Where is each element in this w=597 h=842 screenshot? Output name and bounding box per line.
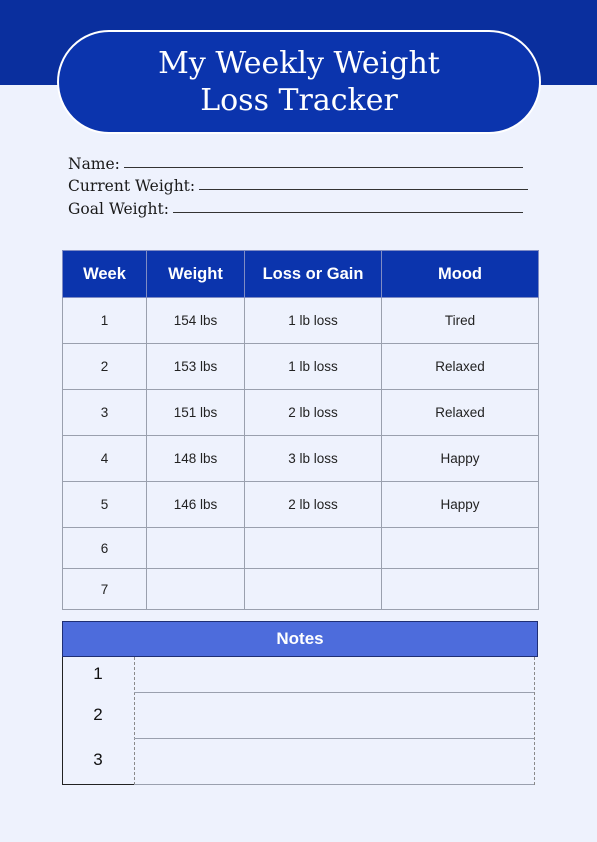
notes-line-1[interactable] [134,692,534,693]
notes-line-2[interactable] [134,738,534,739]
column-header-weight: Weight [147,251,245,298]
mood-cell[interactable]: Relaxed [382,390,539,436]
week-cell: 6 [63,528,147,569]
current-weight-field[interactable] [68,173,528,196]
goal-weight-field[interactable] [68,195,528,218]
table-header-row [63,251,539,298]
change-cell[interactable]: 1 lb loss [245,298,382,344]
weight-cell[interactable] [147,569,245,610]
change-cell[interactable]: 3 lb loss [245,436,382,482]
weight-cell[interactable]: 153 lbs [147,344,245,390]
current-weight-line[interactable] [199,189,528,190]
weight-cell[interactable]: 151 lbs [147,390,245,436]
week-cell: 4 [63,436,147,482]
info-fields [68,150,528,218]
current-weight-label: Current Weight: [68,177,196,195]
mood-cell[interactable]: Tired [382,298,539,344]
goal-weight-label: Goal Weight: [68,199,169,218]
notes-title: Notes [62,621,538,657]
column-header-mood: Mood [382,251,539,298]
name-label: Name: [68,154,120,173]
notes-body [62,657,538,785]
mood-cell[interactable]: Happy [382,436,539,482]
goal-weight-line[interactable] [173,212,523,213]
change-cell[interactable]: 2 lb loss [245,482,382,528]
table-row [63,436,539,482]
week-cell: 7 [63,569,147,610]
column-header-week: Week [63,251,147,298]
name-field[interactable] [68,150,528,173]
change-cell[interactable]: 1 lb loss [245,344,382,390]
table-row [63,390,539,436]
notes-number-3: 3 [93,750,103,769]
mood-cell[interactable] [382,528,539,569]
weight-tracker-table [62,250,539,610]
week-cell: 1 [63,298,147,344]
mood-cell[interactable]: Happy [382,482,539,528]
week-cell: 5 [63,482,147,528]
notes-line-3[interactable] [134,784,534,785]
weight-cell[interactable]: 148 lbs [147,436,245,482]
table-row [63,298,539,344]
table-row [63,569,539,610]
notes-number-2: 2 [93,705,103,724]
week-cell: 3 [63,390,147,436]
weight-cell[interactable] [147,528,245,569]
table-row [63,528,539,569]
notes-section [62,621,538,785]
week-cell: 2 [63,344,147,390]
name-line[interactable] [124,167,523,168]
table-row [63,482,539,528]
notes-right-edge [534,657,535,785]
weight-cell[interactable]: 146 lbs [147,482,245,528]
notes-number-1: 1 [93,664,103,683]
column-header-change: Loss or Gain [245,251,382,298]
change-cell[interactable]: 2 lb loss [245,390,382,436]
weight-cell[interactable]: 154 lbs [147,298,245,344]
table-row [63,344,539,390]
notes-divider [134,657,135,785]
mood-cell[interactable] [382,569,539,610]
change-cell[interactable] [245,569,382,610]
mood-cell[interactable]: Relaxed [382,344,539,390]
title-banner [57,30,541,134]
page-title-line2: Loss Tracker [200,83,398,118]
change-cell[interactable] [245,528,382,569]
page-title-line1: My Weekly Weight [158,46,440,81]
